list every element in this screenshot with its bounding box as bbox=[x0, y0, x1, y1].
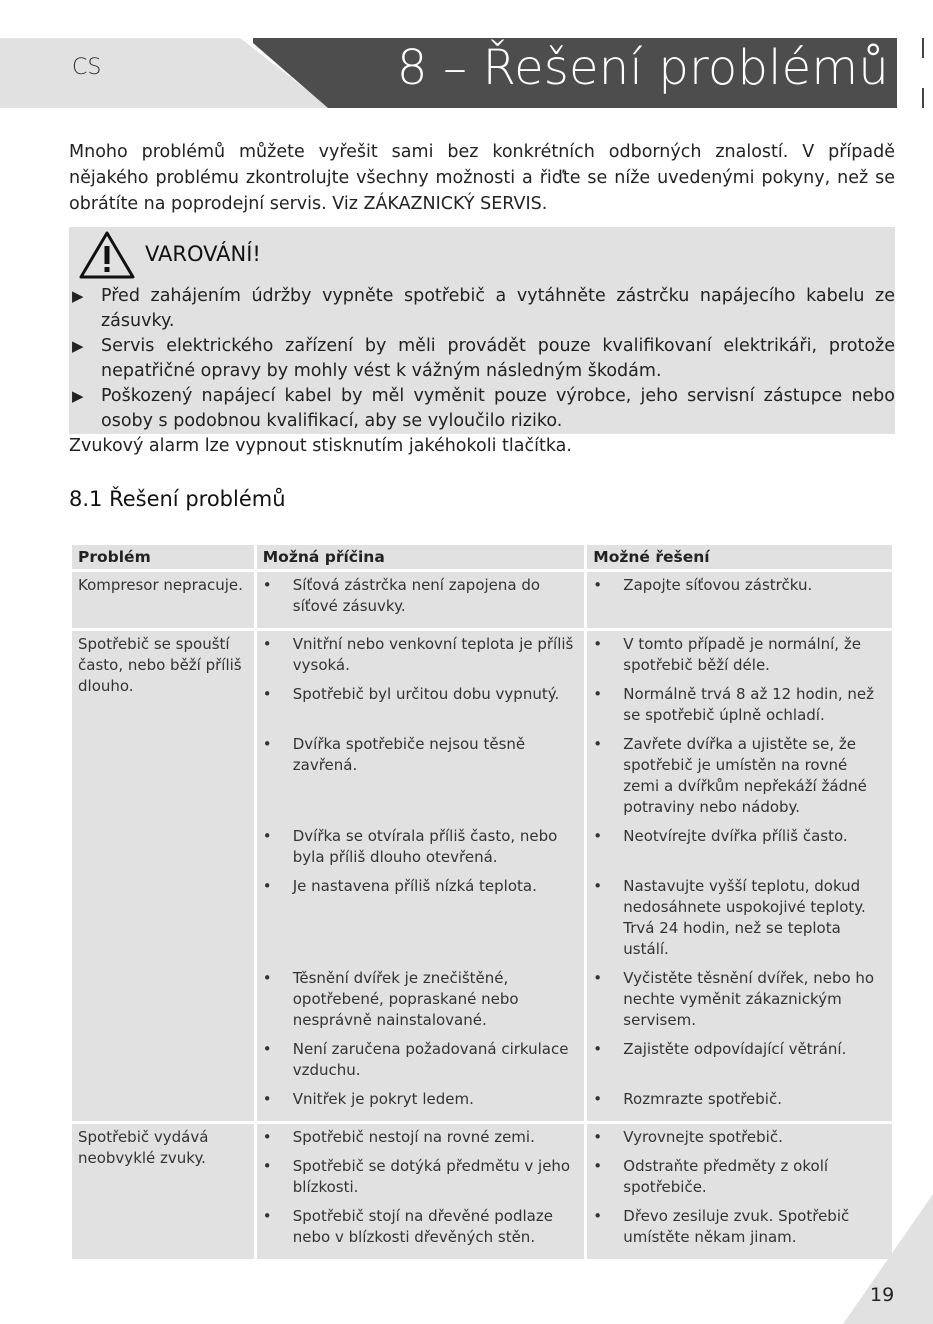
problem-cell: Kompresor nepracuje. bbox=[72, 572, 254, 628]
problem-cell: Spotřebič vydává neobvyklé zvuky. bbox=[72, 1124, 254, 1259]
solution-text: Zavřete dvířka a ujistěte se, že spotřebič je umístěn na rovné zemi a dvířkům nepřekáží žádné potraviny nebo nádoby. bbox=[623, 735, 867, 816]
cause-cell bbox=[257, 1124, 585, 1259]
cause-text: Vnitřní nebo venkovní teplota je příliš vysoká. bbox=[292, 635, 574, 674]
header-cause: Možná příčina bbox=[257, 545, 585, 569]
cause-item bbox=[257, 1039, 585, 1089]
cause-item bbox=[257, 826, 585, 876]
cause-text: Vnitřek je pokryt ledem. bbox=[292, 1090, 474, 1108]
edge-mark bbox=[922, 88, 924, 108]
cause-cell bbox=[257, 631, 585, 1121]
arrow-bullet-icon: ▶ bbox=[72, 287, 84, 305]
cause-item bbox=[257, 1089, 480, 1118]
solution-text: Zapojte síťovou zástrčku. bbox=[623, 576, 813, 594]
cause-item bbox=[257, 575, 585, 625]
solution-item bbox=[587, 1127, 789, 1156]
alarm-note: Zvukový alarm lze vypnout stisknutím jakéhokoli tlačítka. bbox=[69, 436, 572, 456]
bullet-icon: • bbox=[593, 735, 603, 753]
solution-text: Rozmrazte spotřebič. bbox=[623, 1090, 782, 1108]
solution-item bbox=[587, 826, 853, 876]
warning-triangle-icon bbox=[78, 230, 136, 280]
warning-item-text: Servis elektrického zařízení by měli provádět pouze kvalifikovaní elektrikáři, protože nepatřičné opravy by mohly vést k vážným následným škodám. bbox=[101, 336, 895, 381]
bullet-icon: • bbox=[262, 735, 272, 753]
bullet-icon: • bbox=[262, 635, 272, 653]
bullet-icon: • bbox=[593, 969, 603, 987]
solution-text: Normálně trvá 8 až 12 hodin, než se spotřebič úplně ochladí. bbox=[623, 685, 874, 724]
solution-text: Dřevo zesiluje zvuk. Spotřebič umístěte někam jinam. bbox=[623, 1207, 850, 1246]
bullet-icon: • bbox=[262, 685, 272, 703]
bullet-icon: • bbox=[262, 576, 272, 594]
bullet-icon: • bbox=[593, 1040, 603, 1058]
solution-item bbox=[587, 734, 892, 826]
table-header-row bbox=[72, 545, 892, 569]
solution-item bbox=[587, 1039, 852, 1089]
table-row bbox=[72, 631, 892, 1121]
bullet-icon: • bbox=[262, 1157, 272, 1175]
section-title: 8.1 Řešení problémů bbox=[69, 487, 286, 511]
bullet-icon: • bbox=[593, 827, 603, 845]
arrow-bullet-icon: ▶ bbox=[72, 337, 84, 355]
cause-item bbox=[257, 684, 565, 734]
bullet-icon: • bbox=[262, 1040, 272, 1058]
solution-item bbox=[587, 876, 892, 968]
problem-cell: Spotřebič se spouští často, nebo běží příliš dlouho. bbox=[72, 631, 254, 1121]
warning-item bbox=[69, 284, 895, 334]
cause-text: Síťová zástrčka není zapojena do síťové zásuvky. bbox=[292, 576, 541, 615]
solution-cell bbox=[587, 631, 892, 1121]
cause-text: Dvířka spotřebiče nejsou těsně zavřená. bbox=[292, 735, 526, 774]
cause-text: Dvířka se otvírala příliš často, nebo byla příliš dlouho otevřená. bbox=[292, 827, 558, 866]
cause-item bbox=[257, 1156, 585, 1206]
solution-item bbox=[587, 968, 892, 1039]
warning-item bbox=[69, 334, 895, 384]
solution-text: Zajistěte odpovídající větrání. bbox=[623, 1040, 847, 1058]
page-number: 19 bbox=[870, 1284, 895, 1306]
intro-paragraph: Mnoho problémů můžete vyřešit sami bez konkrétních odborných znalostí. V případě nějakého problému zkontrolujte všechny možnosti a řiďte se níže uvedenými pokyny, než se obrátíte na poprodejní servis. Viz ZÁKAZNICKÝ SERVIS. bbox=[69, 142, 895, 214]
solution-item bbox=[587, 1089, 788, 1118]
warning-item-text: Poškozený napájecí kabel by měl vyměnit pouze výrobce, jeho servisní zástupce nebo osoby s podobnou kvalifikací, aby se vyloučilo riziko. bbox=[101, 386, 895, 431]
warning-title: VAROVÁNÍ! bbox=[145, 242, 261, 266]
solution-item bbox=[587, 575, 818, 625]
solution-item bbox=[587, 684, 892, 734]
solution-item bbox=[587, 1156, 892, 1206]
bullet-icon: • bbox=[593, 1157, 603, 1175]
solution-text: Nastavujte vyšší teplotu, dokud nedosáhnete uspokojivé teploty. Trvá 24 hodin, než se teplota ustálí. bbox=[623, 877, 866, 958]
bullet-icon: • bbox=[262, 1128, 272, 1146]
solution-text: Vyčistěte těsnění dvířek, nebo ho nechte vyměnit zákaznickým servisem. bbox=[623, 969, 875, 1029]
cause-text: Těsnění dvířek je znečištěné, opotřebené, popraskané nebo nesprávně nainstalované. bbox=[292, 969, 519, 1029]
bullet-icon: • bbox=[262, 969, 272, 987]
cause-item bbox=[257, 1127, 541, 1156]
bullet-icon: • bbox=[262, 827, 272, 845]
chapter-title: 8 – Řešení problémů bbox=[396, 40, 889, 96]
cause-item bbox=[257, 734, 585, 826]
bullet-icon: • bbox=[593, 576, 603, 594]
cause-text: Spotřebič byl určitou dobu vypnutý. bbox=[292, 685, 560, 703]
solution-cell bbox=[587, 1124, 892, 1259]
solution-item bbox=[587, 1206, 892, 1256]
bullet-icon: • bbox=[593, 877, 603, 895]
bullet-icon: • bbox=[262, 1090, 272, 1108]
cause-text: Spotřebič stojí na dřevěné podlaze nebo v blízkosti dřevěných stěn. bbox=[292, 1207, 553, 1246]
edge-mark bbox=[922, 38, 924, 58]
solution-item bbox=[587, 634, 892, 684]
language-label: CS bbox=[72, 55, 102, 80]
solution-text: Neotvírejte dvířka příliš často. bbox=[623, 827, 848, 845]
bullet-icon: • bbox=[593, 1090, 603, 1108]
header-solution: Možné řešení bbox=[587, 545, 892, 569]
bullet-icon: • bbox=[593, 635, 603, 653]
cause-item bbox=[257, 968, 585, 1039]
arrow-bullet-icon: ▶ bbox=[72, 387, 84, 405]
cause-text: Spotřebič nestojí na rovné zemi. bbox=[292, 1128, 535, 1146]
bullet-icon: • bbox=[593, 1207, 603, 1225]
warning-item-text: Před zahájením údržby vypněte spotřebič a vytáhněte zástrčku napájecího kabelu ze zásuvky. bbox=[101, 286, 895, 331]
cause-text: Není zaručena požadovaná cirkulace vzduchu. bbox=[292, 1040, 569, 1079]
bullet-icon: • bbox=[262, 877, 272, 895]
table-row bbox=[72, 1124, 892, 1259]
solution-text: V tomto případě je normální, že spotřebič běží déle. bbox=[623, 635, 861, 674]
bullet-icon: • bbox=[593, 1128, 603, 1146]
solution-text: Odstraňte předměty z okolí spotřebiče. bbox=[623, 1157, 829, 1196]
bullet-icon: • bbox=[262, 1207, 272, 1225]
warning-item bbox=[69, 384, 895, 434]
solution-text: Vyrovnejte spotřebič. bbox=[623, 1128, 783, 1146]
cause-item bbox=[257, 1206, 585, 1256]
header-problem: Problém bbox=[72, 545, 254, 569]
solution-cell bbox=[587, 572, 892, 628]
table-row bbox=[72, 572, 892, 628]
troubleshooting-table bbox=[69, 542, 895, 1262]
cause-text: Je nastavena příliš nízká teplota. bbox=[292, 877, 537, 895]
bullet-icon: • bbox=[593, 685, 603, 703]
cause-item bbox=[257, 634, 585, 684]
cause-item bbox=[257, 876, 543, 968]
cause-text: Spotřebič se dotýká předmětu v jeho blízkosti. bbox=[292, 1157, 571, 1196]
cause-cell bbox=[257, 572, 585, 628]
warning-list bbox=[69, 284, 895, 434]
